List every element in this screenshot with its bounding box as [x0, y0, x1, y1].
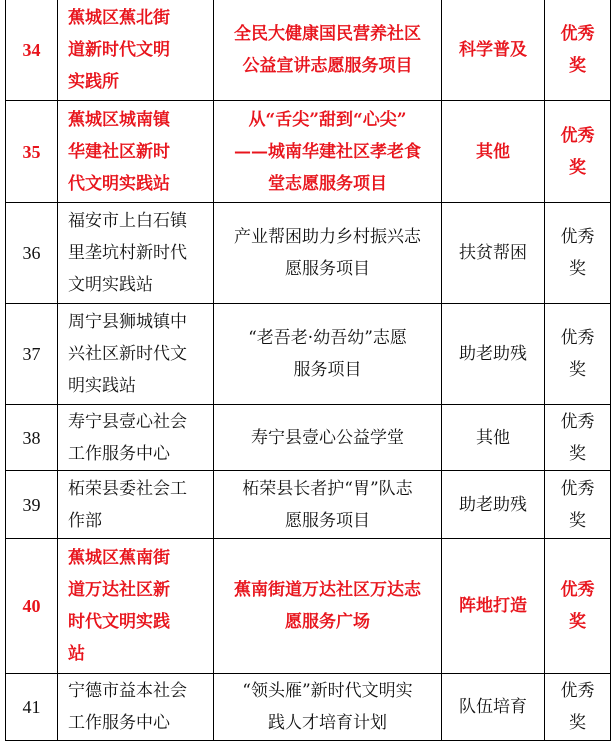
award-text: 优秀 奖: [560, 24, 595, 76]
row-number: 38: [6, 405, 58, 471]
project-name: [214, 304, 442, 405]
unit-name-text: 寿宁县壹心社会 工作服务中心: [68, 411, 187, 464]
row-number: 39: [6, 471, 58, 539]
table-row: [6, 674, 611, 741]
award: [545, 0, 611, 101]
project-name-text: 柘荣县长者护“胃”队志 愿服务项目: [242, 478, 413, 531]
unit-name-text: 蕉城区蕉南街 道万达社区新 时代文明实践 站: [68, 548, 170, 664]
row-number: 35: [6, 101, 58, 203]
project-name-text: “老吾老·幼吾幼”志愿 服务项目: [248, 328, 407, 380]
award-text: 优秀 奖: [560, 411, 595, 464]
category: 阵地打造: [442, 539, 545, 674]
project-name: [214, 674, 442, 741]
award: [545, 304, 611, 405]
project-name-text: 产业帮困助力乡村振兴志 愿服务项目: [234, 227, 421, 279]
row-number: 40: [6, 539, 58, 674]
award: [545, 539, 611, 674]
award: [545, 405, 611, 471]
project-name-text: 从“舌尖”甜到“心尖” ——城南华建社区孝老食 堂志愿服务项目: [234, 109, 421, 194]
project-name-text: 蕉南街道万达社区万达志 愿服务广场: [234, 580, 421, 632]
category: 科学普及: [442, 0, 545, 101]
table-row: [6, 471, 611, 539]
unit-name-text: 宁德市益本社会 工作服务中心: [68, 681, 187, 733]
unit-name: [58, 471, 214, 539]
project-name: [214, 101, 442, 203]
project-name: [214, 0, 442, 101]
award: [545, 471, 611, 539]
project-name-text: 全民大健康国民营养社区 公益宣讲志愿服务项目: [234, 24, 421, 76]
project-name: [214, 203, 442, 304]
unit-name-text: 周宁县狮城镇中 兴社区新时代文 明实践站: [68, 312, 187, 396]
award: [545, 203, 611, 304]
table-row: [6, 304, 611, 405]
awards-table: [5, 0, 611, 741]
row-number: 41: [6, 674, 58, 741]
unit-name-text: 蕉城区蕉北街 道新时代文明 实践所: [68, 8, 170, 92]
unit-name-text: 福安市上白石镇 里垄坑村新时代 文明实践站: [68, 211, 187, 295]
unit-name: [58, 539, 214, 674]
category: 队伍培育: [442, 674, 545, 741]
row-number: 36: [6, 203, 58, 304]
award-text: 优秀 奖: [560, 328, 595, 380]
unit-name: [58, 304, 214, 405]
category: 扶贫帮困: [442, 203, 545, 304]
project-name: [214, 405, 442, 471]
unit-name: [58, 0, 214, 101]
unit-name: [58, 674, 214, 741]
table-row: [6, 405, 611, 471]
project-name: [214, 539, 442, 674]
unit-name: [58, 203, 214, 304]
category: 助老助残: [442, 471, 545, 539]
table-row: [6, 101, 611, 203]
unit-name-text: 蕉城区城南镇 华建社区新时 代文明实践站: [68, 109, 170, 194]
project-name-text: “领头雁”新时代文明实 践人才培育计划: [242, 681, 413, 733]
award-text: 优秀 奖: [560, 681, 595, 733]
unit-name: [58, 101, 214, 203]
category: 其他: [442, 101, 545, 203]
category: 助老助残: [442, 304, 545, 405]
award-text: 优秀 奖: [560, 125, 595, 178]
table-row: [6, 203, 611, 304]
unit-name-text: 柘荣县委社会工 作部: [68, 478, 187, 531]
award-text: 优秀 奖: [560, 227, 595, 279]
award: [545, 674, 611, 741]
row-number: 37: [6, 304, 58, 405]
project-name-text: 寿宁县壹心公益学堂: [251, 427, 404, 448]
award-text: 优秀 奖: [560, 478, 595, 531]
unit-name: [58, 405, 214, 471]
category: 其他: [442, 405, 545, 471]
award: [545, 101, 611, 203]
award-text: 优秀 奖: [560, 580, 595, 632]
table-row: [6, 539, 611, 674]
table-row: [6, 0, 611, 101]
project-name: [214, 471, 442, 539]
row-number: 34: [6, 0, 58, 101]
